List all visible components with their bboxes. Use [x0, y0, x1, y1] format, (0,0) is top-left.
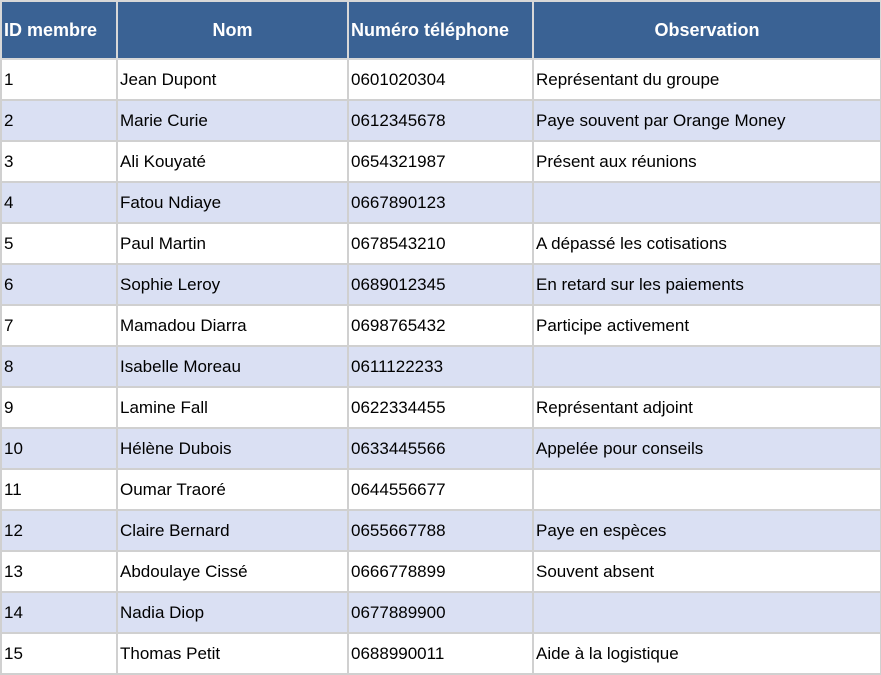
cell-name[interactable]: Thomas Petit: [117, 633, 348, 674]
cell-name[interactable]: Abdoulaye Cissé: [117, 551, 348, 592]
cell-observation[interactable]: Présent aux réunions: [533, 141, 881, 182]
cell-name[interactable]: Ali Kouyaté: [117, 141, 348, 182]
cell-id[interactable]: 2: [1, 100, 117, 141]
header-phone[interactable]: Numéro téléphone: [348, 1, 533, 59]
cell-id[interactable]: 12: [1, 510, 117, 551]
cell-id[interactable]: 9: [1, 387, 117, 428]
cell-name[interactable]: Hélène Dubois: [117, 428, 348, 469]
cell-name[interactable]: Lamine Fall: [117, 387, 348, 428]
cell-phone[interactable]: 0667890123: [348, 182, 533, 223]
cell-id[interactable]: 11: [1, 469, 117, 510]
cell-observation[interactable]: [533, 592, 881, 633]
cell-observation[interactable]: [533, 346, 881, 387]
cell-id[interactable]: 8: [1, 346, 117, 387]
cell-phone[interactable]: 0611122233: [348, 346, 533, 387]
cell-id[interactable]: 7: [1, 305, 117, 346]
cell-phone[interactable]: 0654321987: [348, 141, 533, 182]
cell-id[interactable]: 6: [1, 264, 117, 305]
header-observation[interactable]: Observation: [533, 1, 881, 59]
table-row: [1, 592, 881, 633]
cell-phone[interactable]: 0698765432: [348, 305, 533, 346]
cell-id[interactable]: 3: [1, 141, 117, 182]
table-row: [1, 100, 881, 141]
cell-observation[interactable]: Paye souvent par Orange Money: [533, 100, 881, 141]
cell-phone[interactable]: 0678543210: [348, 223, 533, 264]
table-row: [1, 469, 881, 510]
cell-name[interactable]: Nadia Diop: [117, 592, 348, 633]
table-row: [1, 305, 881, 346]
cell-id[interactable]: 4: [1, 182, 117, 223]
cell-phone[interactable]: 0622334455: [348, 387, 533, 428]
cell-name[interactable]: Oumar Traoré: [117, 469, 348, 510]
table-row: [1, 59, 881, 100]
cell-phone[interactable]: 0655667788: [348, 510, 533, 551]
cell-phone[interactable]: 0612345678: [348, 100, 533, 141]
table-row: [1, 428, 881, 469]
cell-phone[interactable]: 0633445566: [348, 428, 533, 469]
cell-phone[interactable]: 0666778899: [348, 551, 533, 592]
header-name[interactable]: Nom: [117, 1, 348, 59]
cell-observation[interactable]: Représentant du groupe: [533, 59, 881, 100]
table-row: [1, 182, 881, 223]
cell-observation[interactable]: [533, 182, 881, 223]
cell-id[interactable]: 13: [1, 551, 117, 592]
cell-observation[interactable]: Souvent absent: [533, 551, 881, 592]
cell-name[interactable]: Marie Curie: [117, 100, 348, 141]
table-row: [1, 346, 881, 387]
cell-phone[interactable]: 0601020304: [348, 59, 533, 100]
cell-name[interactable]: Paul Martin: [117, 223, 348, 264]
cell-observation[interactable]: A dépassé les cotisations: [533, 223, 881, 264]
cell-name[interactable]: Sophie Leroy: [117, 264, 348, 305]
cell-name[interactable]: Jean Dupont: [117, 59, 348, 100]
cell-observation[interactable]: Aide à la logistique: [533, 633, 881, 674]
header-row: [1, 1, 881, 59]
cell-phone[interactable]: 0644556677: [348, 469, 533, 510]
table-row: [1, 551, 881, 592]
cell-name[interactable]: Fatou Ndiaye: [117, 182, 348, 223]
cell-id[interactable]: 14: [1, 592, 117, 633]
cell-name[interactable]: Mamadou Diarra: [117, 305, 348, 346]
table-row: [1, 510, 881, 551]
cell-observation[interactable]: Participe activement: [533, 305, 881, 346]
header-id[interactable]: ID membre: [1, 1, 117, 59]
cell-name[interactable]: Claire Bernard: [117, 510, 348, 551]
cell-id[interactable]: 5: [1, 223, 117, 264]
cell-observation[interactable]: Représentant adjoint: [533, 387, 881, 428]
cell-observation[interactable]: Paye en espèces: [533, 510, 881, 551]
cell-phone[interactable]: 0689012345: [348, 264, 533, 305]
cell-phone[interactable]: 0677889900: [348, 592, 533, 633]
cell-id[interactable]: 1: [1, 59, 117, 100]
cell-id[interactable]: 10: [1, 428, 117, 469]
cell-name[interactable]: Isabelle Moreau: [117, 346, 348, 387]
table-row: [1, 264, 881, 305]
cell-observation[interactable]: [533, 469, 881, 510]
cell-phone[interactable]: 0688990011: [348, 633, 533, 674]
table-row: [1, 141, 881, 182]
cell-observation[interactable]: En retard sur les paiements: [533, 264, 881, 305]
cell-id[interactable]: 15: [1, 633, 117, 674]
table-row: [1, 387, 881, 428]
table-row: [1, 223, 881, 264]
cell-observation[interactable]: Appelée pour conseils: [533, 428, 881, 469]
